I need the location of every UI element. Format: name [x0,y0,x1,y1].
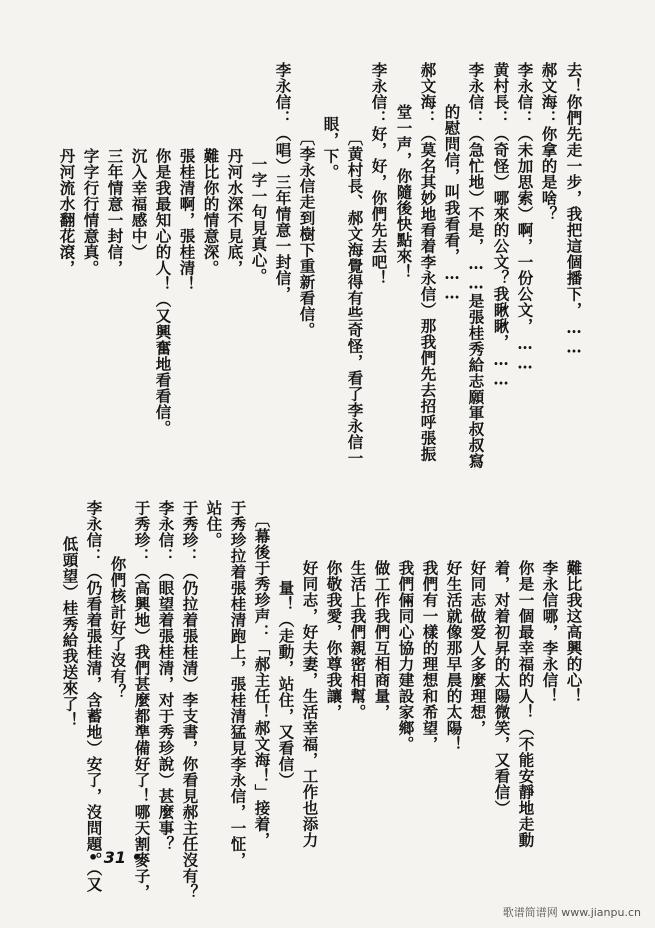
text-column: 〔黄村長、郝文海覺得有些奇怪，看了李永信一 [345,130,365,466]
text-column: 難比你的情意深。 [201,148,221,276]
text-column: 好生活就像那早晨的太陽！ [444,560,464,752]
text-column: 堂一声，你隨後快點來！ [394,104,414,280]
text-column: 李永信：（眼望着張桂清，对于秀珍說）甚麼事？ [156,500,176,852]
text-column: 量！（走動，站住，又看信） [276,580,296,788]
text-column: 低頭望）桂秀給我送來了！ [60,536,80,728]
text-column: 李永信：（唱）三年情意一封信， [273,62,293,302]
text-column: 一字一句見真心。 [249,156,269,284]
text-column: 難比我这高興的心！ [564,560,584,704]
text-column: 于秀珍：（仍拉着張桂清）李支書，你看見郝主任沒有？ [180,500,200,900]
text-column: 于秀珍拉着張桂清跑上，張桂清猛見李永信，一怔， [228,500,248,868]
text-column: 的慰問信，叫我看看，…… [442,104,462,303]
text-column: 你敬我愛，你尊我讓， [324,560,344,720]
text-column: 我們倆同心協力建設家鄉。 [396,560,416,752]
text-column: 你是我最知心的人！（又興奮地看看信。 [153,148,173,436]
text-column: 字字行行情意真。 [81,148,101,276]
text-column: 李永信：（未加思索）啊，一份公文，…… [515,62,535,373]
page-number: • 31 • [88,848,142,867]
text-column: 做工作我們互相商量， [372,560,392,720]
text-column: 丹河水深不見底， [225,148,245,276]
text-column: 張桂清啊，張桂清！ [177,148,197,292]
text-column: 李永信：（仍看着張桂清，含蓄地）安了，沒問題。（又 [84,500,104,893]
text-column: 〔李永信走到樹下重新看信。 [297,130,317,338]
text-column: 你是一個最幸福的人！（不能安靜地走動 [516,560,536,848]
text-column: 我們有一樣的理想和希望， [420,560,440,752]
text-column: 郝文海：（莫名其妙地看着李永信）那我們先去招呼張振 [418,62,438,462]
text-column: 黄村長：（奇怪）哪來的公文？我瞅瞅，…… [491,62,511,389]
text-column: 丹河流水翻花滾， [57,148,77,276]
watermark: 歌谱简谱网 www.jianpu.cn [502,906,641,919]
text-column: 好同志，好夫妻，生活幸福，工作也添力 [300,560,320,848]
text-column: 李永信哪，李永信！ [540,560,560,704]
text-column: 沉入幸福感中） [129,148,149,260]
text-column: 郝文海：你拿的是啥？ [539,62,559,222]
text-column: 李永信：好，好，你們先去吧！ [369,62,389,286]
text-column: 生活上我們親密相幫。 [348,560,368,720]
text-column: 你們核計好了沒有？ [108,556,128,700]
text-column: 去！你們先走一步，我把這個播下，…… [564,62,584,357]
text-column: 好同志做爱人多麼理想， [468,560,488,736]
text-column: 站住。 [204,500,224,548]
text-column: 着，对着初昇的太陽微笑，又看信） [492,560,512,816]
text-column: 于秀珍：（高興地）我們甚麼都準備好了！哪天割麥子， [132,500,152,900]
text-column: 三年情意一封信， [105,148,125,276]
text-column: 眼，下。 [321,116,341,180]
text-column: 李永信：（急忙地）不是，……是張桂秀給志願軍叔叔寫 [466,62,486,469]
text-column: 〔幕後于秀珍声：「郝主任！郝文海！」接着， [252,512,272,848]
